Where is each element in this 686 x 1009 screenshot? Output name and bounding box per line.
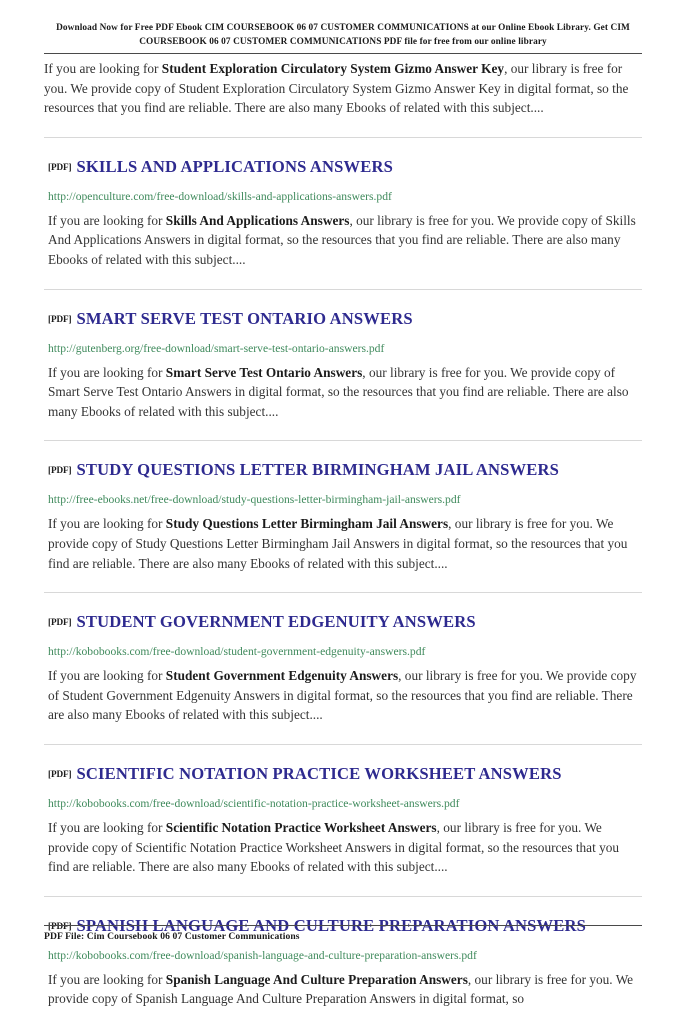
result-desc-bold: Study Questions Letter Birmingham Jail Answers [165, 516, 449, 532]
spacer [44, 877, 642, 896]
result-title-row[interactable] [48, 309, 642, 329]
result-url-link[interactable]: http://kobobooks.com/free-download/spanish-language-and-culture-preparation-answers.pdf [48, 948, 477, 962]
result-item [44, 744, 642, 896]
result-desc-bold: Scientific Notation Practice Worksheet Answers [165, 819, 437, 835]
spacer [44, 421, 642, 440]
result-desc-bold: Smart Serve Test Ontario Answers [165, 364, 363, 380]
result-body [44, 593, 642, 725]
result-desc-suffix: , our library is free for you. We provide copy of Scientific Notation Practice Worksheet Answers in digital format, so the resources that you find are reliable. There are also many Ebooks of related with this subject.... [48, 819, 620, 875]
pdf-tag-icon: [PDF] [48, 161, 72, 172]
result-body [44, 897, 642, 1009]
result-item [44, 440, 642, 592]
result-description [48, 514, 642, 573]
result-title-link[interactable]: SPANISH LANGUAGE AND CULTURE PREPARATION ANSWERS [76, 915, 587, 935]
result-desc-prefix: If you are looking for [48, 971, 166, 987]
footer-divider [44, 925, 642, 926]
result-title-link[interactable]: SMART SERVE TEST ONTARIO ANSWERS [76, 308, 413, 328]
result-desc-prefix: If you are looking for [48, 516, 166, 532]
result-title-link[interactable]: STUDY QUESTIONS LETTER BIRMINGHAM JAIL ANSWERS [76, 460, 560, 480]
result-item [44, 137, 642, 289]
top-paragraph-suffix: , our library is free for you. We provide copy of Student Exploration Circulatory System Gizmo Answer Key in digital format, so the resources that you find are reliable. There are also many Ebooks of related with this subject.... [44, 61, 629, 116]
result-title-row[interactable] [48, 612, 642, 632]
footer-file-label: PDF File: Cim Coursebook 06 07 Customer Communications [44, 931, 300, 942]
result-description [48, 211, 642, 270]
pdf-tag-icon: [PDF] [48, 920, 72, 931]
result-desc-bold: Student Government Edgenuity Answers [165, 668, 399, 684]
result-desc-prefix: If you are looking for [48, 364, 166, 380]
result-item [44, 289, 642, 441]
result-url-link[interactable]: http://gutenberg.org/free-download/smart-serve-test-ontario-answers.pdf [48, 341, 385, 355]
document-footer [44, 925, 642, 942]
result-title-row[interactable] [48, 764, 642, 784]
document-content [44, 54, 642, 1009]
header-line-1: Download Now for Free PDF Ebook CIM COURSEBOOK 06 07 CUSTOMER COMMUNICATIONS at our Online Ebook Library. Get CIM [56, 23, 630, 33]
result-body [44, 290, 642, 422]
result-title-link[interactable]: SCIENTIFIC NOTATION PRACTICE WORKSHEET ANSWERS [76, 763, 562, 783]
top-paragraph-bold: Student Exploration Circulatory System Gizmo Answer Key [161, 61, 505, 76]
result-description [48, 363, 642, 422]
result-title-row[interactable] [48, 157, 642, 177]
top-paragraph [44, 59, 642, 118]
pdf-tag-icon: [PDF] [48, 465, 72, 476]
result-description [48, 970, 642, 1009]
spacer [44, 725, 642, 744]
pdf-tag-icon: [PDF] [48, 768, 72, 779]
result-desc-prefix: If you are looking for [48, 212, 166, 228]
result-title-link[interactable]: SKILLS AND APPLICATIONS ANSWERS [76, 156, 393, 176]
result-desc-suffix: , our library is free for you. We provide copy of Spanish Language And Culture Preparation Answers in digital format, so [48, 971, 634, 1007]
result-url-link[interactable]: http://kobobooks.com/free-download/student-government-edgenuity-answers.pdf [48, 645, 426, 659]
result-body [44, 138, 642, 270]
result-desc-suffix: , our library is free for you. We provide copy of Student Government Edgenuity Answers in digital format, so the resources that you find are reliable. There are also many Ebooks of related with this subject.... [48, 668, 637, 723]
result-desc-suffix: , our library is free for you. We provide copy of Smart Serve Test Ontario Answers in digital format, so the resources that you find are reliable. There are also many Ebooks of related with this subject.... [48, 364, 629, 419]
result-body [44, 745, 642, 877]
result-desc-bold: Skills And Applications Answers [165, 212, 350, 228]
result-title-link[interactable]: STUDENT GOVERNMENT EDGENUITY ANSWERS [76, 612, 476, 632]
pdf-tag-icon: [PDF] [48, 617, 72, 628]
result-url-link[interactable]: http://free-ebooks.net/free-download/study-questions-letter-birmingham-jail-answers.pdf [48, 493, 461, 507]
result-desc-bold: Spanish Language And Culture Preparation Answers [165, 971, 468, 987]
document-header [44, 0, 642, 54]
spacer [44, 270, 642, 289]
spacer [44, 573, 642, 592]
result-url-link[interactable]: http://kobobooks.com/free-download/scientific-notation-practice-worksheet-answers.pdf [48, 796, 460, 810]
pdf-tag-icon: [PDF] [48, 313, 72, 324]
result-item [44, 592, 642, 744]
result-url-link[interactable]: http://openculture.com/free-download/skills-and-applications-answers.pdf [48, 189, 392, 203]
result-description [48, 818, 642, 877]
result-description [48, 666, 642, 725]
result-body [44, 441, 642, 573]
result-item [44, 896, 642, 1009]
spacer [44, 118, 642, 137]
top-paragraph-prefix: If you are looking for [44, 61, 162, 76]
header-line-2: COURSEBOOK 06 07 CUSTOMER COMMUNICATIONS PDF file for free from our online library [139, 36, 547, 47]
result-desc-prefix: If you are looking for [48, 819, 166, 835]
result-title-row[interactable] [48, 460, 642, 480]
result-desc-suffix: , our library is free for you. We provide copy of Study Questions Letter Birmingham Jail Answers in digital format, so the resources that you find are reliable. There are also many Ebooks of related with this subject.... [48, 516, 628, 571]
result-desc-prefix: If you are looking for [48, 668, 166, 684]
result-desc-suffix: , our library is free for you. We provide copy of Skills And Applications Answers in digital format, so the resources that you find are reliable. There are also many Ebooks of related with this subject.... [48, 212, 636, 267]
